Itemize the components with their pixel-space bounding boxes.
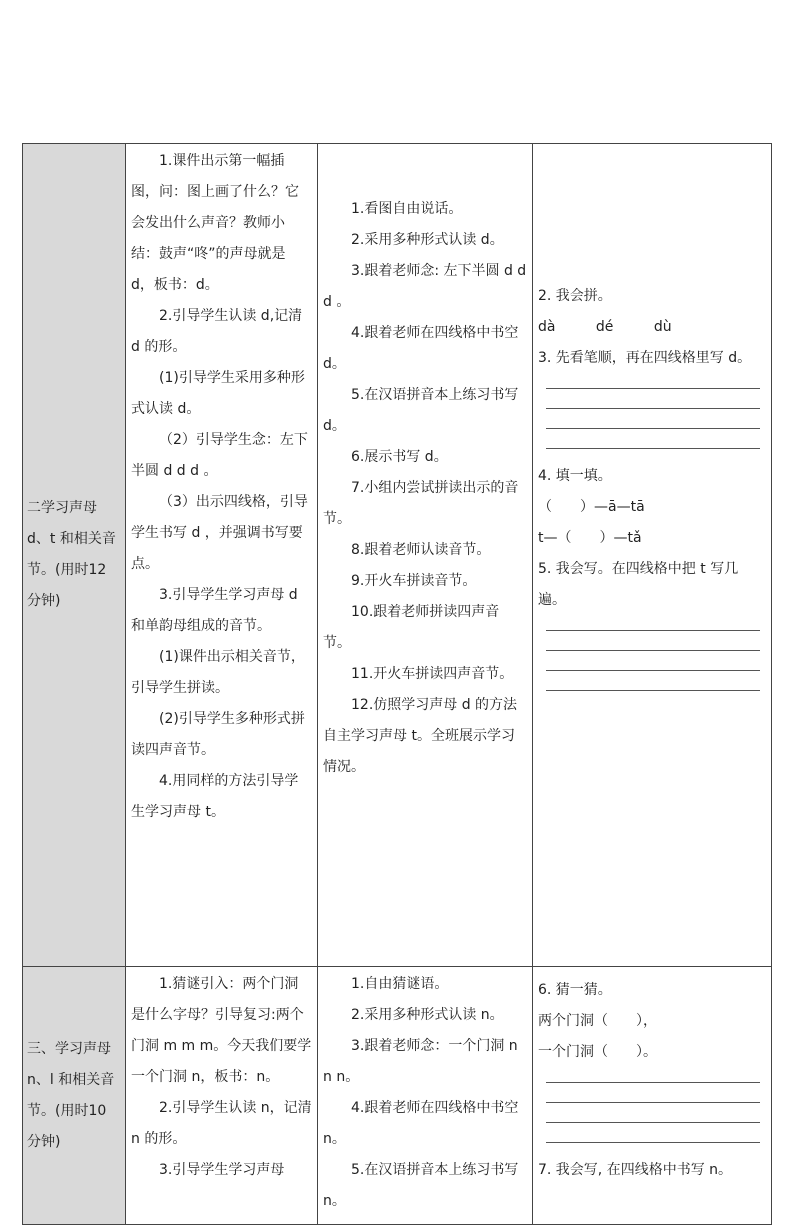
teacher-activity-cell bbox=[126, 144, 318, 967]
student-step: 7.小组内尝试拼读出示的音节。 bbox=[323, 480, 519, 527]
lesson-plan-table bbox=[22, 143, 772, 1225]
teacher-step: (1)课件出示相关音节，引导学生拼读。 bbox=[131, 649, 305, 696]
exercise-question: 2. 我会拼。 bbox=[538, 288, 612, 304]
exercise-cell bbox=[533, 144, 772, 967]
student-step: 5.在汉语拼音本上练习书写 d。 bbox=[323, 387, 519, 434]
pinyin-syllable: dù bbox=[653, 319, 672, 335]
student-step: 12.仿照学习声母 d 的方法自主学习声母 t。全班展示学习情况。 bbox=[323, 697, 518, 775]
table-row bbox=[23, 144, 772, 967]
stage-cell bbox=[23, 967, 126, 1225]
exercise-question: 3. 先看笔顺，再在四线格里写 d。 bbox=[538, 350, 752, 366]
exercise-question: 6. 猜一猜。 bbox=[538, 982, 612, 998]
riddle-line[interactable]: 两个门洞（ ）， bbox=[538, 1013, 657, 1029]
exercise-question: 5. 我会写。在四线格中把 t 写几遍。 bbox=[538, 561, 739, 608]
exercise-question: 7. 我会写, 在四线格中书写 n。 bbox=[538, 1162, 733, 1178]
teacher-step: (2)引导学生多种形式拼读四声音节。 bbox=[131, 711, 305, 758]
four-line-grid[interactable] bbox=[546, 378, 760, 449]
exercise-cell bbox=[533, 967, 772, 1225]
student-step: 1.看图自由说话。 bbox=[351, 201, 463, 217]
student-step: 3.跟着老师念：一个门洞 n n n。 bbox=[323, 1038, 518, 1085]
student-activity-cell bbox=[318, 144, 533, 967]
four-line-grid[interactable] bbox=[546, 620, 760, 691]
teacher-step: (1)引导学生采用多种形式认读 d。 bbox=[131, 370, 305, 417]
riddle-line[interactable]: 一个门洞（ ）。 bbox=[538, 1044, 657, 1060]
fill-blank[interactable]: t—（ ）—tǎ bbox=[538, 530, 642, 546]
pinyin-syllable: dà bbox=[538, 319, 556, 335]
fill-blank[interactable]: （ ）—ā—tā bbox=[538, 499, 645, 515]
stage-cell bbox=[23, 144, 126, 967]
student-step: 3.跟着老师念: 左下半圆 d d d 。 bbox=[323, 263, 527, 310]
student-step: 1.自由猜谜语。 bbox=[351, 976, 449, 992]
student-step: 6.展示书写 d。 bbox=[351, 449, 448, 465]
teacher-step: （3）出示四线格，引导学生书写 d ，并强调书写要点。 bbox=[131, 494, 308, 572]
four-line-grid[interactable] bbox=[546, 1072, 760, 1143]
student-activity-cell bbox=[318, 967, 533, 1225]
stage-title: 三、学习声母 n、l 和相关音节。(用时10 分钟) bbox=[27, 1040, 115, 1150]
teacher-step: 1.猜谜引入：两个门洞是什么字母？引导复习:两个门洞 m m m。今天我们要学一个门洞 n，板书：n。 bbox=[131, 976, 312, 1085]
student-step: 5.在汉语拼音本上练习书写 n。 bbox=[323, 1162, 519, 1209]
student-step: 2.采用多种形式认读 n。 bbox=[351, 1007, 504, 1023]
stage-title: 二学习声母 d、t 和相关音节。(用时12 分钟) bbox=[27, 500, 116, 609]
teacher-step: 4.用同样的方法引导学生学习声母 t。 bbox=[131, 773, 299, 820]
student-step: 11.开火车拼读四声音节。 bbox=[351, 666, 514, 682]
teacher-step: 1.课件出示第一幅插图，问：图上画了什么？它会发出什么声音？教师小结：鼓声“咚”的声母就是 d，板书：d。 bbox=[131, 153, 299, 293]
teacher-step: （2）引导学生念：左下半圆 d d d 。 bbox=[131, 432, 308, 479]
teacher-step: 3.引导学生学习声母 d 和单韵母组成的音节。 bbox=[131, 587, 298, 634]
teacher-activity-cell bbox=[126, 967, 318, 1225]
student-step: 2.采用多种形式认读 d。 bbox=[351, 232, 504, 248]
student-step: 4.跟着老师在四线格中书空 n。 bbox=[323, 1100, 519, 1147]
student-step: 4.跟着老师在四线格中书空 d。 bbox=[323, 325, 519, 372]
table-row bbox=[23, 967, 772, 1225]
teacher-step: 2.引导学生认读 d,记清 d 的形。 bbox=[131, 308, 303, 355]
exercise-question: 4. 填一填。 bbox=[538, 468, 612, 484]
student-step: 10.跟着老师拼读四声音节。 bbox=[323, 604, 500, 651]
teacher-step: 3.引导学生学习声母 bbox=[159, 1162, 285, 1178]
student-step: 8.跟着老师认读音节。 bbox=[351, 542, 491, 558]
student-step: 9.开火车拼读音节。 bbox=[351, 573, 477, 589]
pinyin-syllable: dé bbox=[595, 319, 614, 335]
pinyin-row bbox=[538, 312, 766, 343]
teacher-step: 2.引导学生认读 n，记清 n 的形。 bbox=[131, 1100, 312, 1147]
